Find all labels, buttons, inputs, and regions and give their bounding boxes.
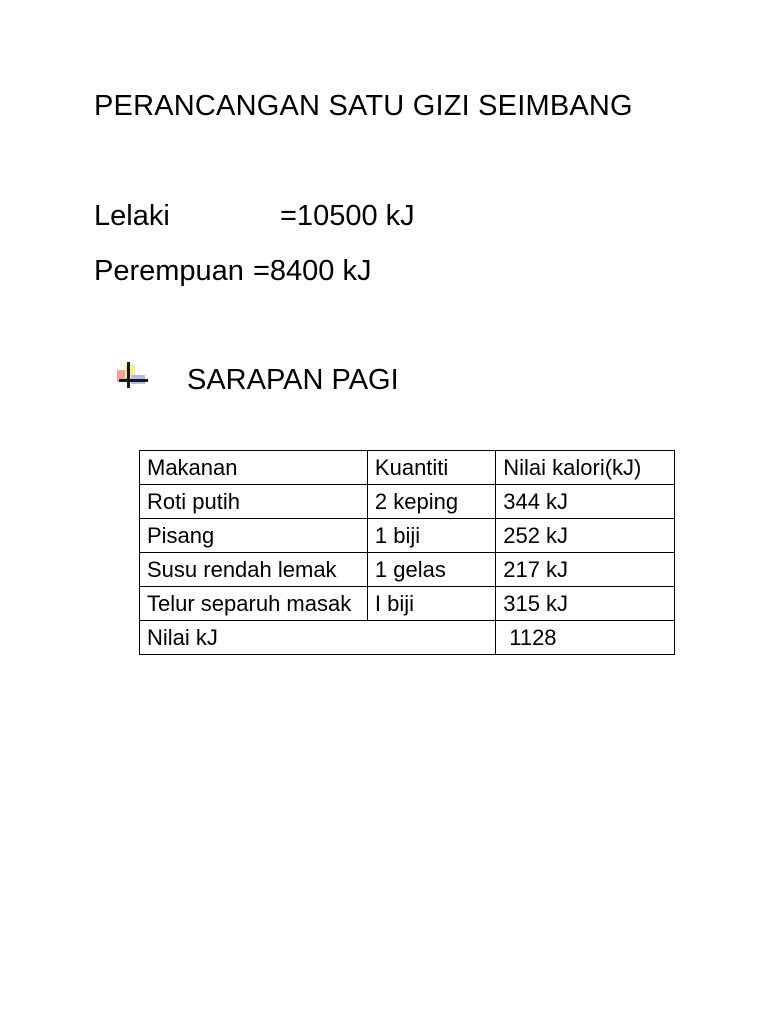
table-row [140, 519, 675, 553]
cell-food: Roti putih [140, 485, 368, 519]
total-value: 1128 [496, 621, 675, 655]
cell-calories: 252 kJ [496, 519, 675, 553]
cell-food: Susu rendah lemak [140, 553, 368, 587]
table-row [140, 553, 675, 587]
section-heading: SARAPAN PAGI [187, 364, 399, 396]
colored-cross-bullet-icon [114, 362, 150, 390]
energy-value-male: =10500 kJ [280, 200, 415, 232]
page-title: PERANCANGAN SATU GIZI SEIMBANG [94, 90, 633, 122]
cell-quantity: 1 biji [367, 519, 495, 553]
cell-quantity: I biji [367, 587, 495, 621]
cell-calories: 315 kJ [496, 587, 675, 621]
cell-food: Telur separuh masak [140, 587, 368, 621]
cell-quantity: 2 keping [367, 485, 495, 519]
total-label: Nilai kJ [140, 621, 496, 655]
cell-calories: 217 kJ [496, 553, 675, 587]
table-header-row [140, 451, 675, 485]
column-header-calories: Nilai kalori(kJ) [496, 451, 675, 485]
table-row [140, 485, 675, 519]
table-row [140, 587, 675, 621]
energy-requirement-female [94, 255, 371, 288]
table-total-row [140, 621, 675, 655]
energy-label-female: Perempuan [94, 255, 244, 287]
column-header-quantity: Kuantiti [367, 451, 495, 485]
column-header-food: Makanan [140, 451, 368, 485]
energy-label-male: Lelaki [94, 200, 170, 232]
cell-quantity: 1 gelas [367, 553, 495, 587]
breakfast-table [139, 450, 675, 655]
energy-value-female: =8400 kJ [252, 255, 372, 287]
energy-requirement-male [94, 200, 415, 233]
cell-food: Pisang [140, 519, 368, 553]
cell-calories: 344 kJ [496, 485, 675, 519]
